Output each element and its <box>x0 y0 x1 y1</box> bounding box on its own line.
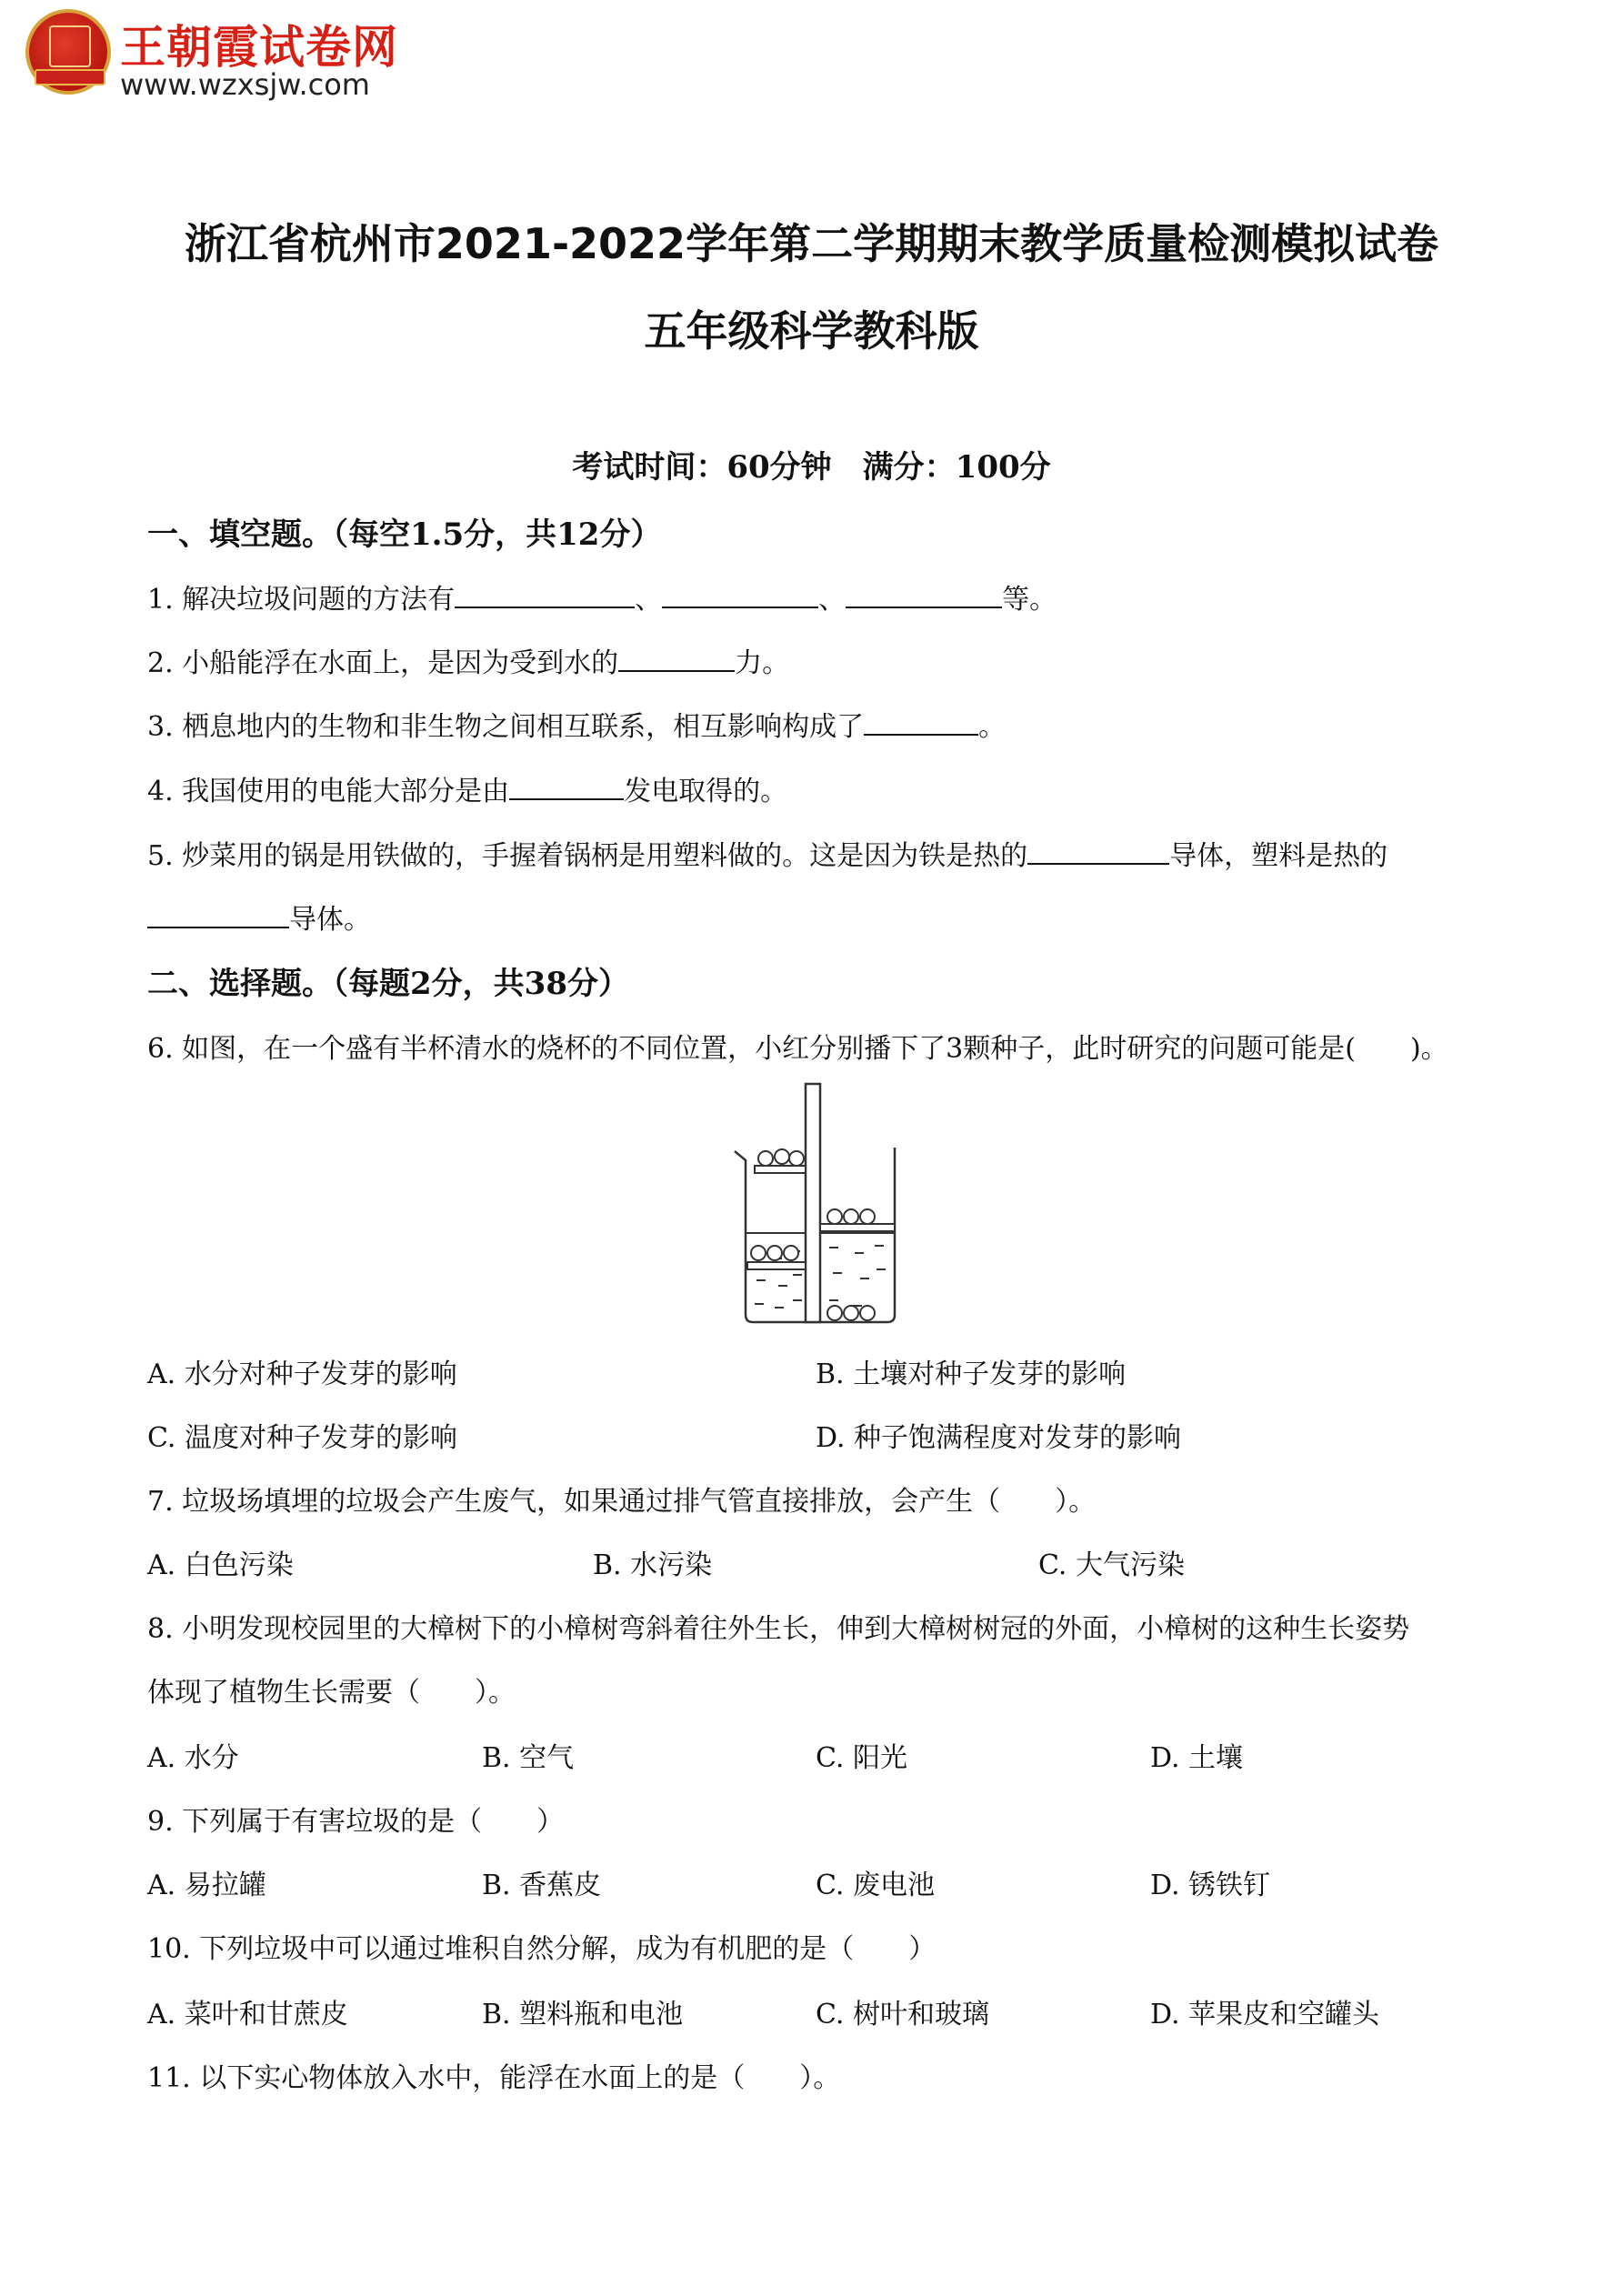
q1-blank-2[interactable] <box>662 581 818 608</box>
q7-option-a[interactable]: A. 白色污染 <box>147 1549 294 1581</box>
q2-suffix: 力。 <box>735 647 790 679</box>
brand-url[interactable]: www.wzxsjw.com <box>120 67 370 102</box>
q10-option-b[interactable]: B. 塑料瓶和电池 <box>482 1999 684 2030</box>
q8-option-d[interactable]: D. 土壤 <box>1150 1742 1244 1774</box>
q9-option-a[interactable]: A. 易拉罐 <box>147 1870 266 1901</box>
question-9: 9. 下列属于有害垃圾的是（ ） <box>147 1806 565 1838</box>
q8-option-b[interactable]: B. 空气 <box>482 1742 575 1774</box>
question-3 <box>147 704 1006 744</box>
q9-option-c[interactable]: C. 废电池 <box>816 1870 935 1901</box>
q6-option-d[interactable]: D. 种子饱满程度对发芽的影响 <box>816 1422 1182 1454</box>
q5-suffix: 导体。 <box>289 904 371 936</box>
question-5-continued <box>147 897 371 937</box>
q3-text: 3. 栖息地内的生物和非生物之间相互联系，相互影响构成了 <box>147 711 865 743</box>
q6-option-c[interactable]: C. 温度对种子发芽的影响 <box>147 1422 457 1454</box>
q10-option-c[interactable]: C. 树叶和玻璃 <box>816 1999 989 2030</box>
q8-option-c[interactable]: C. 阳光 <box>816 1742 907 1774</box>
question-4 <box>147 768 787 808</box>
beaker-seed-diagram <box>727 1080 900 1328</box>
q4-suffix: 发电取得的。 <box>624 776 788 807</box>
exam-title: 浙江省杭州市2021-2022学年第二学期期末教学质量检测模拟试卷 <box>184 219 1439 268</box>
q4-blank[interactable] <box>509 773 624 800</box>
question-8-continued: 体现了植物生长需要（ ）。 <box>147 1677 516 1709</box>
site-logo[interactable] <box>25 9 407 100</box>
q5-blank-2[interactable] <box>147 901 289 928</box>
question-1 <box>147 577 1057 617</box>
question-7: 7. 垃圾场填埋的垃圾会产生废气，如果通过排气管直接排放，会产生（ ）。 <box>147 1486 1097 1518</box>
question-8: 8. 小明发现校园里的大樟树下的小樟树弯斜着往外生长，伸到大樟树树冠的外面，小樟树的这种生长姿势 <box>147 1613 1410 1645</box>
q6-option-a[interactable]: A. 水分对种子发芽的影响 <box>147 1359 457 1390</box>
question-5 <box>147 833 1388 873</box>
section-choice-heading: 二、选择题。（每题2分，共38分） <box>147 966 629 1002</box>
exam-info: 考试时间：60分钟 满分：100分 <box>572 449 1051 486</box>
q9-option-b[interactable]: B. 香蕉皮 <box>482 1870 602 1901</box>
q5-text: 5. 炒菜用的锅是用铁做的，手握着锅柄是用塑料做的。这是因为铁是热的 <box>147 840 1028 872</box>
q7-option-b[interactable]: B. 水污染 <box>593 1549 713 1581</box>
seal-inner-mark <box>49 25 91 67</box>
q8-option-a[interactable]: A. 水分 <box>147 1742 239 1774</box>
q10-option-a[interactable]: A. 菜叶和甘蔗皮 <box>147 1999 348 2030</box>
brand-name: 王朝霞试卷网 <box>120 21 398 74</box>
q9-option-d[interactable]: D. 锈铁钉 <box>1150 1870 1271 1901</box>
q2-blank[interactable] <box>618 645 735 672</box>
question-6: 6. 如图，在一个盛有半杯清水的烧杯的不同位置，小红分别播下了3颗种子，此时研究的问题可能是( )。 <box>147 1033 1448 1065</box>
exam-subtitle: 五年级科学教科版 <box>644 306 979 356</box>
question-10: 10. 下列垃圾中可以通过堆积自然分解，成为有机肥的是（ ） <box>147 1933 937 1965</box>
q3-suffix: 。 <box>978 711 1007 743</box>
q5-middle: 导体，塑料是热的 <box>1169 840 1388 872</box>
q1-blank-1[interactable] <box>455 581 635 608</box>
q7-option-c[interactable]: C. 大气污染 <box>1038 1549 1185 1581</box>
q1-separator-1: 、 <box>635 584 663 616</box>
question-11: 11. 以下实心物体放入水中，能浮在水面上的是（ ）。 <box>147 2062 841 2094</box>
seal-ribbon <box>35 69 105 85</box>
q1-separator-2: 、 <box>818 584 847 616</box>
q3-blank[interactable] <box>864 708 978 736</box>
q5-blank-1[interactable] <box>1027 837 1169 865</box>
logo-seal-icon <box>25 9 111 95</box>
q2-text: 2. 小船能浮在水面上，是因为受到水的 <box>147 647 619 679</box>
q1-text: 1. 解决垃圾问题的方法有 <box>147 584 456 616</box>
q1-suffix: 等。 <box>1002 584 1057 616</box>
q4-text: 4. 我国使用的电能大部分是由 <box>147 776 510 807</box>
q10-option-d[interactable]: D. 苹果皮和空罐头 <box>1150 1999 1380 2030</box>
q6-option-b[interactable]: B. 土壤对种子发芽的影响 <box>816 1359 1127 1390</box>
question-2 <box>147 640 789 680</box>
section-fill-blank-heading: 一、填空题。（每空1.5分，共12分） <box>147 516 662 553</box>
q1-blank-3[interactable] <box>846 581 1002 608</box>
